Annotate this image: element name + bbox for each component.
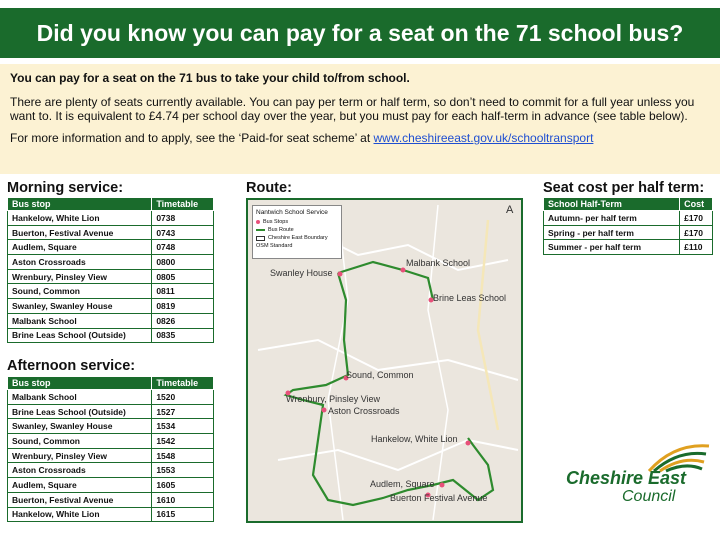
table-row — [544, 240, 713, 255]
cell-label: Brine Leas School (Outside) — [8, 404, 152, 419]
stop-hankelow — [466, 441, 471, 446]
cell-label: Malbank School — [8, 313, 152, 328]
cheshire-east-logo — [564, 438, 714, 508]
table-row — [8, 240, 214, 255]
cell-value: 0805 — [152, 269, 214, 284]
cell-value: 0743 — [152, 225, 214, 240]
cell-label: Buerton, Festival Avenue — [8, 225, 152, 240]
table-row — [8, 313, 214, 328]
cell-value: 0826 — [152, 313, 214, 328]
bus-stop-icon — [256, 220, 260, 224]
table-row — [544, 211, 713, 226]
cell-label: Buerton, Festival Avenue — [8, 492, 152, 507]
morning-title: Morning service: — [7, 180, 124, 196]
page-banner — [0, 8, 720, 58]
cell-value: 1548 — [152, 448, 214, 463]
legend-item: Bus Stops — [256, 219, 338, 225]
cell-label: Sound, Common — [8, 284, 152, 299]
cell-value: 1520 — [152, 390, 214, 405]
map-label-wrenbury: Wrenbury, Pinsley View — [286, 394, 381, 404]
cell-value: 1553 — [152, 463, 214, 478]
route-line-icon — [256, 229, 265, 231]
cell-label: Brine Leas School (Outside) — [8, 328, 152, 343]
cost-title: Seat cost per half term: — [543, 180, 705, 196]
cell-value: 1605 — [152, 478, 214, 493]
map-legend — [252, 205, 342, 259]
info-apply-line — [10, 131, 710, 145]
cell-value: 0738 — [152, 211, 214, 226]
cell-value: 0835 — [152, 328, 214, 343]
legend-item: Bus Route — [256, 227, 338, 233]
legend-title: Nantwich School Service — [256, 209, 328, 216]
map-label-hankelow: Hankelow, White Lion — [371, 434, 458, 444]
table-row — [8, 225, 214, 240]
header-school-half-term: School Half-Term — [544, 198, 680, 211]
table-row — [8, 434, 214, 449]
header-bus-stop: Bus stop — [8, 198, 152, 211]
boundary-icon — [256, 236, 265, 241]
header-timetable: Timetable — [152, 377, 214, 390]
cell-label: Wrenbury, Pinsley View — [8, 448, 152, 463]
cell-value: 0748 — [152, 240, 214, 255]
header-cost: Cost — [680, 198, 713, 211]
cell-value: 1610 — [152, 492, 214, 507]
table-header-row — [8, 377, 214, 390]
afternoon-title: Afternoon service: — [7, 358, 136, 374]
header-bus-stop: Bus stop — [8, 377, 152, 390]
map-label-buerton: Buerton Festival Avenue — [390, 493, 488, 503]
banner-title: Did you know you can pay for a seat on the 71 school bus? — [36, 19, 684, 46]
header-timetable: Timetable — [152, 198, 214, 211]
map-label-swanley: Swanley House — [270, 268, 333, 278]
cell-value: 1615 — [152, 507, 214, 522]
afternoon-table — [7, 376, 214, 522]
cell-value: 1527 — [152, 404, 214, 419]
table-row — [544, 225, 713, 240]
cell-label: Aston Crossroads — [8, 463, 152, 478]
cell-label: Hankelow, White Lion — [8, 211, 152, 226]
table-row — [8, 507, 214, 522]
cell-label: Swanley, Swanley House — [8, 419, 152, 434]
table-row — [8, 284, 214, 299]
apply-text: For more information and to apply, see the ‘Paid-for seat scheme’ at — [10, 131, 374, 145]
cell-label: Swanley, Swanley House — [8, 299, 152, 314]
cell-value: £170 — [680, 211, 713, 226]
schooltransport-link[interactable]: www.cheshireeast.gov.uk/schooltransport — [373, 131, 594, 145]
cell-label: Aston Crossroads — [8, 255, 152, 270]
table-row — [8, 211, 214, 226]
cell-label: Hankelow, White Lion — [8, 507, 152, 522]
table-row — [8, 448, 214, 463]
table-row — [8, 463, 214, 478]
cell-label: Autumn- per half term — [544, 211, 680, 226]
stop-aston — [322, 408, 327, 413]
route-title: Route: — [246, 180, 292, 196]
stop-swanley — [338, 272, 343, 277]
table-row — [8, 404, 214, 419]
logo-line2: Council — [622, 488, 676, 505]
cell-value: 1534 — [152, 419, 214, 434]
cost-table — [543, 197, 713, 255]
table-row — [8, 255, 214, 270]
cell-value: 0800 — [152, 255, 214, 270]
cell-label: Sound, Common — [8, 434, 152, 449]
cell-label: Malbank School — [8, 390, 152, 405]
cell-value: £110 — [680, 240, 713, 255]
cell-value: 0811 — [152, 284, 214, 299]
info-panel — [0, 64, 720, 174]
cell-value: £170 — [680, 225, 713, 240]
table-row — [8, 299, 214, 314]
table-row — [8, 269, 214, 284]
table-row — [8, 419, 214, 434]
morning-table — [7, 197, 214, 343]
cell-value: 0819 — [152, 299, 214, 314]
map-label-malbank: Malbank School — [406, 258, 471, 268]
map-label-brine-leas: Brine Leas School — [433, 293, 507, 303]
cell-value: 1542 — [152, 434, 214, 449]
info-paragraph: There are plenty of seats currently available. You can pay per term or half term, so don’t need to commit for a full year unless you want to. It is equivalent to £4.74 per school day over the year, but you must pay for each half-term in advance (see table below). — [10, 95, 695, 123]
table-header-row — [544, 198, 713, 211]
table-row — [8, 390, 214, 405]
table-row — [8, 328, 214, 343]
legend-item: Cheshire East Boundary — [256, 235, 338, 241]
stop-malbank — [401, 268, 406, 273]
cell-label: Summer - per half term — [544, 240, 680, 255]
cell-label: Spring - per half term — [544, 225, 680, 240]
route-map[interactable] — [246, 198, 523, 523]
map-label-aston: Aston Crossroads — [328, 406, 400, 416]
logo-line1: Cheshire East — [566, 468, 687, 488]
map-label-audlem: Audlem, Square — [370, 479, 435, 489]
north-arrow-icon: A — [506, 204, 514, 216]
info-lead: You can pay for a seat on the 71 bus to take your child to/from school. — [10, 71, 410, 85]
table-row — [8, 492, 214, 507]
table-row — [8, 478, 214, 493]
cell-label: Wrenbury, Pinsley View — [8, 269, 152, 284]
cell-label: Audlem, Square — [8, 478, 152, 493]
stop-audlem — [440, 483, 445, 488]
cell-label: Audlem, Square — [8, 240, 152, 255]
legend-item: OSM Standard — [256, 243, 293, 249]
map-label-sound: Sound, Common — [346, 370, 414, 380]
table-header-row — [8, 198, 214, 211]
